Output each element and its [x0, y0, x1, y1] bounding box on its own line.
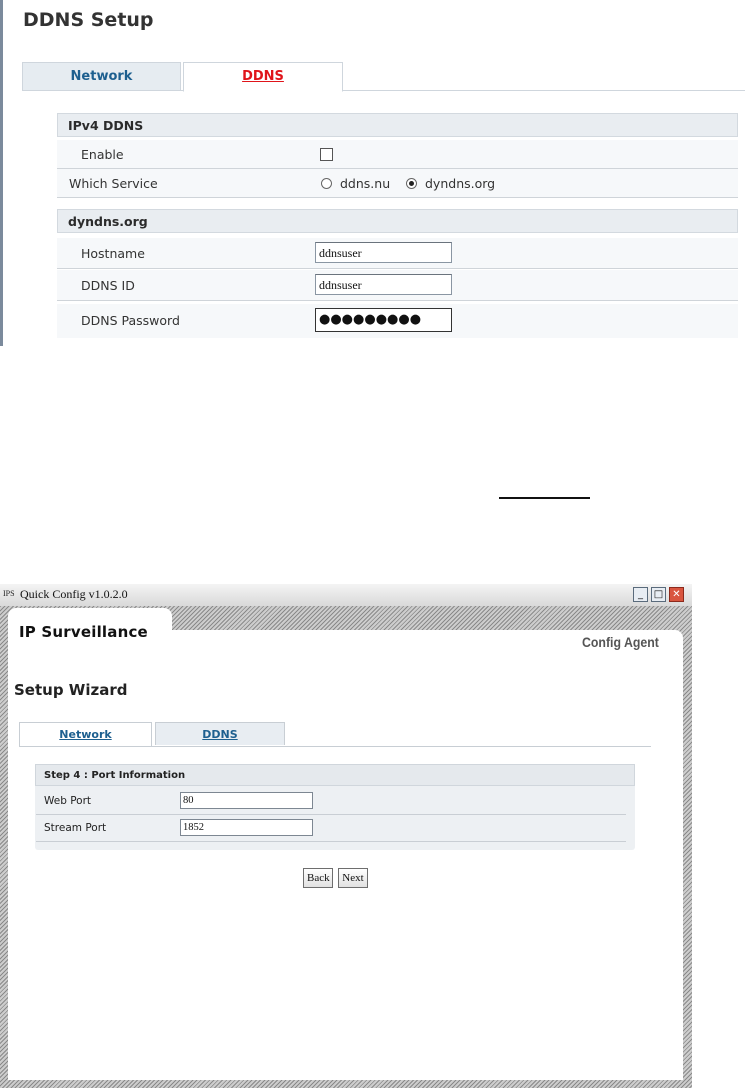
enable-checkbox[interactable]: [320, 148, 333, 161]
ddns-id-input[interactable]: ddnsuser: [315, 274, 452, 295]
hostname-input[interactable]: ddnsuser: [315, 242, 452, 263]
tab-network[interactable]: Network: [19, 722, 152, 746]
service-label: Which Service: [69, 176, 158, 191]
app-icon: IPS: [3, 589, 15, 598]
row-ddns-id: [57, 270, 738, 301]
radio-dyndns-org[interactable]: [406, 178, 417, 189]
window-title: Quick Config v1.0.2.0: [20, 587, 128, 601]
panel-left-border: [0, 0, 3, 346]
row-web-port: [36, 788, 626, 815]
setup-wizard-heading: Setup Wizard: [14, 681, 128, 699]
radio-ddns-nu-label: ddns.nu: [340, 176, 391, 191]
underline-rule: [499, 497, 590, 499]
row-stream-port: [36, 815, 626, 842]
minimize-button[interactable]: _: [633, 587, 648, 602]
row-ddns-password: [57, 304, 738, 338]
ddns-password-input[interactable]: ●●●●●●●●●: [315, 308, 452, 332]
ddns-id-label: DDNS ID: [81, 278, 135, 293]
web-port-input[interactable]: 80: [180, 792, 313, 809]
tab-ddns[interactable]: DDNS: [155, 722, 285, 745]
stream-port-label: Stream Port: [44, 822, 107, 834]
section-dyndns-org: dyndns.org: [57, 209, 738, 233]
wizard-tab-bar: [19, 722, 651, 747]
radio-ddns-nu[interactable]: [321, 178, 332, 189]
radio-dyndns-org-label: dyndns.org: [425, 176, 496, 191]
title-bar: [0, 584, 692, 607]
stream-port-input[interactable]: 1852: [180, 819, 313, 836]
row-enable: [57, 140, 738, 169]
hostname-label: Hostname: [81, 246, 145, 261]
tab-network[interactable]: Network: [22, 62, 181, 90]
section-ipv4-ddns: IPv4 DDNS: [57, 113, 738, 137]
ddns-password-label: DDNS Password: [81, 313, 180, 328]
next-button[interactable]: Next: [338, 868, 368, 888]
tab-bar: [22, 62, 745, 91]
row-hostname: [57, 238, 738, 269]
config-agent-label: Config Agent: [582, 634, 659, 650]
close-button[interactable]: ✕: [669, 587, 684, 602]
ddns-setup-panel: [0, 0, 745, 346]
section-port-information: Step 4 : Port Information: [35, 764, 635, 786]
enable-label: Enable: [81, 147, 124, 162]
web-port-label: Web Port: [44, 795, 92, 807]
row-which-service: [57, 169, 738, 198]
page-title: DDNS Setup: [23, 9, 154, 31]
tab-ddns[interactable]: DDNS: [183, 62, 343, 92]
brand-title: IP Surveillance: [19, 623, 148, 641]
quick-config-window: [0, 584, 692, 1088]
back-button[interactable]: Back: [303, 868, 333, 888]
maximize-button[interactable]: □: [651, 587, 666, 602]
